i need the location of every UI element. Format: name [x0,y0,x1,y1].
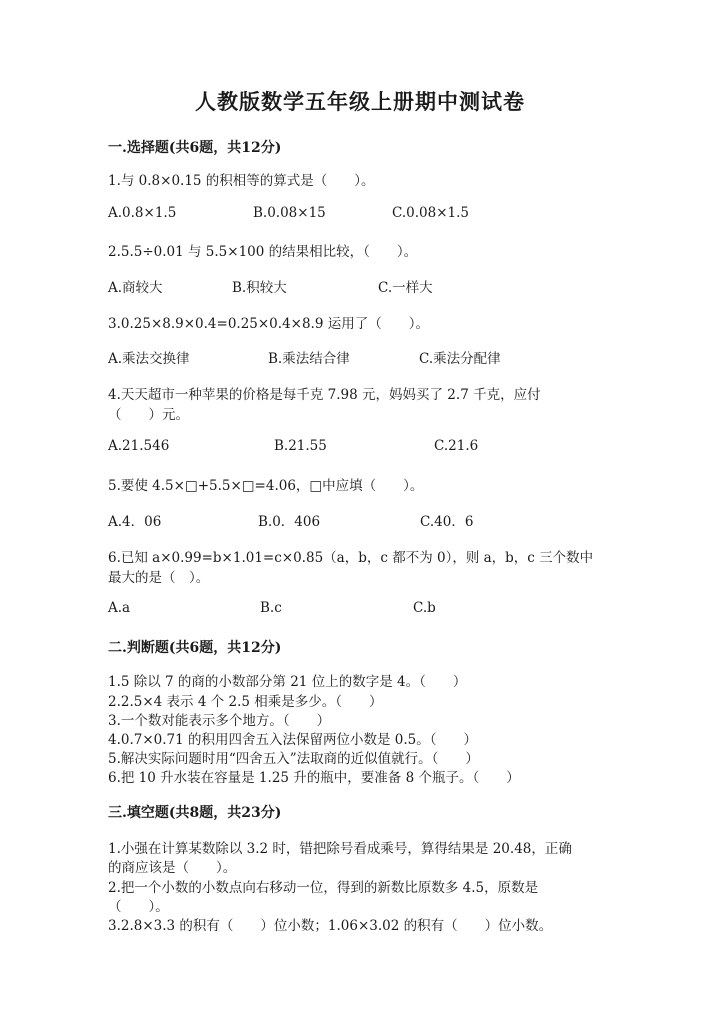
judge-item-3: 3.一个数对能表示多个地方。（ ） [108,713,331,729]
option-c: C.b [413,600,436,616]
choice-question-6: 6.已知 a×0.99=b×1.01=c×0.85（a，b，c 都不为 0），则 a，b，c 三个数中 [108,550,594,566]
choice-question-3: 3.0.25×8.9×0.4=0.25×0.4×8.9 运用了（ ）。 [108,316,429,332]
choice-options-5 [108,510,628,530]
fill-line-3: 2.把一个小数的小数点向右移动一位，得到的新数比原数多 4.5，原数是 [108,880,539,896]
option-c: C.21.6 [434,438,479,454]
choice-options-2 [108,276,628,296]
option-a: A.商较大 [108,280,163,296]
fill-line-4: （ ）。 [108,899,169,915]
choice-question-6-cont: 最大的是（ ）。 [108,570,210,586]
fill-line-5: 3.2.8×3.3 的积有（ ）位小数；1.06×3.02 的积有（ ）位小数。 [108,918,553,934]
page-title: 人教版数学五年级上册期中测试卷 [195,89,525,114]
option-b: B.积较大 [232,280,287,296]
fill-line-1: 1.小强在计算某数除以 3.2 时，错把除号看成乘号，算得结果是 20.48，正确 [108,841,572,857]
option-a: A.4．06 [108,514,162,530]
judge-item-1: 1.5 除以 7 的商的小数部分第 21 位上的数字是 4。（ ） [108,674,467,690]
choice-options-1 [108,205,628,225]
judge-item-5: 5.解决实际问题时用“四舍五入”法取商的近似值就行。（ ） [108,751,479,767]
choice-options-3 [108,347,628,367]
judge-item-2: 2.2.5×4 表示 4 个 2.5 相乘是多少。（ ） [108,694,383,710]
option-a: A.a [108,600,131,616]
option-c: C.乘法分配律 [419,351,501,367]
section-heading-judge: 二.判断题(共6题，共12分) [108,640,282,656]
option-b: B.c [260,600,282,616]
judge-item-4: 4.0.7×0.71 的积用四舍五入法保留两位小数是 0.5。（ ） [108,732,478,748]
choice-options-4 [108,438,628,458]
option-a: A.0.8×1.5 [108,205,177,221]
option-a: A.乘法交换律 [108,351,190,367]
choice-question-5: 5.要使 4.5×□+5.5×□=4.06，□中应填（ ）。 [108,478,424,494]
judge-item-6: 6.把 10 升水装在容量是 1.25 升的瓶中，要准备 8 个瓶子。（ ） [108,770,520,786]
option-b: B.0.08×15 [253,205,326,221]
section-heading-fill: 三.填空题(共8题，共23分) [108,805,282,821]
choice-options-6 [108,600,628,620]
option-b: B.乘法结合律 [268,351,350,367]
option-b: B.0．406 [258,514,321,530]
option-b: B.21.55 [274,438,327,454]
choice-question-4: 4.天天超市一种苹果的价格是每千克 7.98 元，妈妈买了 2.7 千克，应付 [108,387,541,403]
option-c: C.一样大 [378,280,433,296]
fill-line-2: 的商应该是（ ）。 [108,860,237,876]
option-c: C.0.08×1.5 [392,205,469,221]
choice-question-2: 2.5.5÷0.01 与 5.5×100 的结果相比较，（ ）。 [108,244,418,260]
choice-question-4-cont: （ ）元。 [108,407,189,423]
section-heading-choice: 一.选择题(共6题，共12分) [108,140,282,156]
option-c: C.40．6 [420,514,474,530]
option-a: A.21.546 [108,438,170,454]
choice-question-1: 1.与 0.8×0.15 的积相等的算式是（ ）。 [108,173,375,189]
